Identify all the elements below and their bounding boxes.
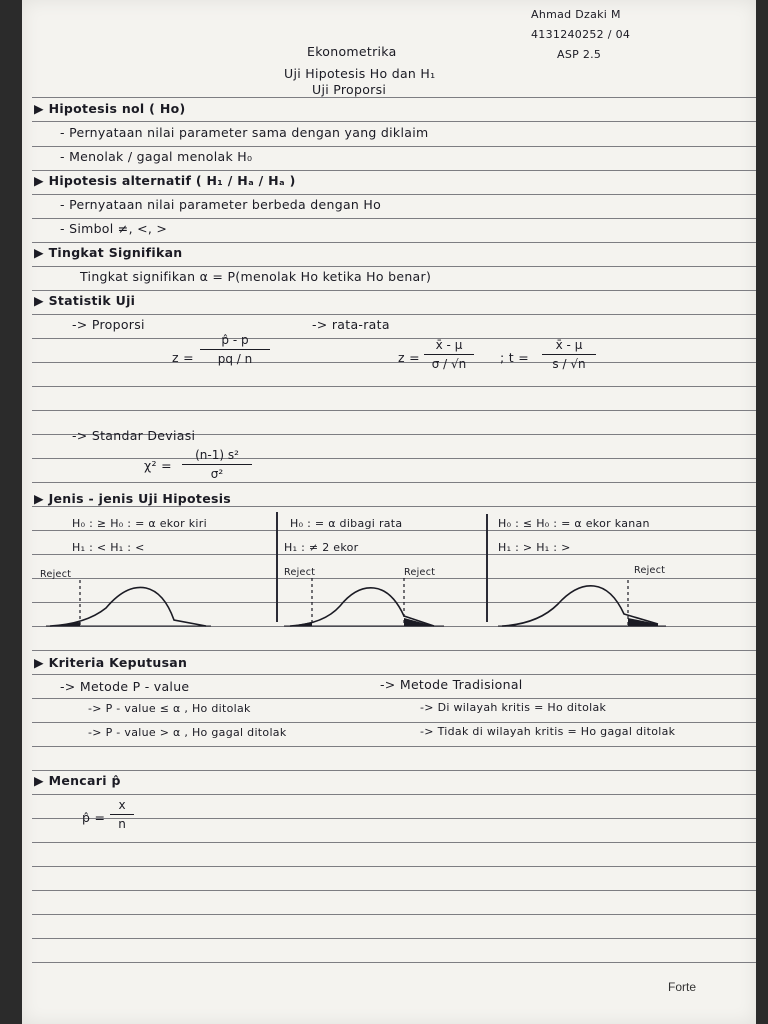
student-id: 4131240252 / 04 [531, 28, 631, 41]
ruled-line [32, 650, 756, 651]
ruled-line [32, 266, 756, 267]
heading-statistik-uji: ▶ Statistik Uji [34, 293, 136, 308]
z-mean-numerator: x̄ - μ [435, 338, 463, 352]
ruled-line [32, 146, 756, 147]
left-tail-h1: H₁ : < H₁ : < [72, 541, 145, 554]
h0-line-1: - Pernyataan nilai parameter sama dengan yang diklaim [60, 125, 429, 140]
ruled-line [32, 194, 756, 195]
h0-line-2: - Menolak / gagal menolak H₀ [60, 149, 253, 164]
p-hat-lhs: p̂ = [82, 810, 106, 825]
heading-jenis-uji: ▶ Jenis - jenis Uji Hipotesis [34, 491, 232, 506]
heading-hipotesis-nol: ▶ Hipotesis nol ( Ho) [34, 101, 186, 116]
z-mean-lhs: z = [398, 350, 420, 365]
t-numerator: x̄ - μ [555, 338, 583, 352]
p-hat-denominator: n [118, 817, 126, 831]
right-tail-curve [498, 578, 678, 630]
ruled-line [32, 794, 756, 795]
chi-fraction [182, 448, 252, 481]
z-prop-numerator: p̂ - p [221, 333, 249, 347]
two-tail-h1: H₁ : ≠ 2 ekor [284, 541, 359, 554]
p-value-rule-2: -> P - value > α , Ho gagal ditolak [88, 726, 287, 739]
ruled-line [32, 314, 756, 315]
z-mean-fraction [424, 338, 474, 371]
heading-kriteria-keputusan: ▶ Kriteria Keputusan [34, 655, 188, 670]
h1-line-1: - Pernyataan nilai parameter berbeda dengan Ho [60, 197, 382, 212]
bullet-icon: ▶ [34, 293, 44, 308]
t-lhs: ; t = [500, 350, 530, 365]
label-standar-deviasi: -> Standar Deviasi [72, 428, 196, 443]
ruled-line [32, 698, 756, 699]
right-tail-h0: H₀ : ≤ H₀ : = α ekor kanan [498, 517, 650, 530]
metode-p-value: -> Metode P - value [60, 679, 190, 694]
two-tail-curve [284, 578, 464, 630]
t-denominator: s / √n [552, 357, 586, 371]
ruled-line [32, 890, 756, 891]
traditional-rule-2: -> Tidak di wilayah kritis = Ho gagal ditolak [420, 725, 676, 738]
ruled-line [32, 506, 756, 507]
ruled-line [32, 722, 756, 723]
subject-title: Ekonometrika [307, 44, 397, 59]
ruled-line [32, 746, 756, 747]
bullet-icon: ▶ [34, 173, 44, 188]
p-hat-numerator: x [118, 798, 126, 812]
two-tail-h0: H₀ : = α dibagi rata [290, 517, 403, 530]
traditional-rule-1: -> Di wilayah kritis = Ho ditolak [420, 701, 607, 714]
reject-label-left-tail: Reject [40, 569, 72, 580]
ruled-line [32, 554, 756, 555]
ruled-line [32, 290, 756, 291]
ruled-line [32, 386, 756, 387]
ruled-line [32, 530, 756, 531]
ruled-line [32, 218, 756, 219]
heading-hipotesis-alternatif: ▶ Hipotesis alternatif ( H₁ / Hₐ / Hₐ ) [34, 173, 296, 188]
ruled-line [32, 938, 756, 939]
ruled-line [32, 866, 756, 867]
column-divider [486, 514, 488, 622]
class-code: ASP 2.5 [557, 48, 602, 61]
reject-label-two-tail-left: Reject [284, 567, 316, 578]
ruled-line [32, 914, 756, 915]
p-value-rule-1: -> P - value ≤ α , Ho ditolak [88, 702, 251, 715]
metode-tradisional: -> Metode Tradisional [380, 677, 523, 692]
column-divider [276, 512, 278, 622]
ruled-line [32, 482, 756, 483]
p-hat-fraction [110, 798, 134, 831]
z-prop-denominator: pq / n [217, 352, 253, 366]
left-tail-h0: H₀ : ≥ H₀ : = α ekor kiri [72, 517, 207, 530]
heading-tingkat-signifikan: ▶ Tingkat Signifikan [34, 245, 183, 260]
left-tail-curve [46, 578, 226, 630]
alpha-definition: Tingkat signifikan α = P(menolak Ho ketika Ho benar) [80, 269, 432, 284]
z-prop-fraction [200, 333, 270, 366]
ruled-line [32, 338, 756, 339]
ruled-line [32, 170, 756, 171]
ruled-line [32, 362, 756, 363]
z-prop-lhs: z = [172, 350, 194, 365]
notebook-page [22, 0, 756, 1024]
chi-lhs: χ² = [144, 458, 172, 473]
student-name: Ahmad Dzaki M [531, 8, 621, 21]
bullet-icon: ▶ [34, 773, 44, 788]
ruled-line [32, 674, 756, 675]
ruled-line [32, 121, 756, 122]
ruled-line [32, 770, 756, 771]
ruled-line [32, 842, 756, 843]
bullet-icon: ▶ [34, 491, 44, 506]
chi-denominator: σ² [210, 467, 224, 481]
ruled-line [32, 410, 756, 411]
bullet-icon: ▶ [34, 101, 44, 116]
ruled-line [32, 818, 756, 819]
page-subtitle: Uji Proporsi [312, 82, 387, 97]
label-rata-rata: -> rata-rata [312, 317, 390, 332]
ruled-line [32, 97, 756, 98]
chi-numerator: (n-1) s² [195, 448, 239, 462]
ruled-line [32, 458, 756, 459]
page-title: Uji Hipotesis Ho dan H₁ [284, 66, 436, 81]
bullet-icon: ▶ [34, 655, 44, 670]
z-mean-denominator: σ / √n [431, 357, 467, 371]
label-proporsi: -> Proporsi [72, 317, 145, 332]
reject-label-two-tail-right: Reject [404, 567, 436, 578]
ruled-line [32, 962, 756, 963]
bullet-icon: ▶ [34, 245, 44, 260]
brand-logo: Forte [668, 980, 697, 994]
reject-label-right-tail: Reject [634, 565, 666, 576]
ruled-line [32, 242, 756, 243]
t-fraction [542, 338, 596, 371]
heading-mencari-p-hat: ▶ Mencari p̂ [34, 773, 121, 788]
right-tail-h1: H₁ : > H₁ : > [498, 541, 571, 554]
h1-line-2: - Simbol ≠, <, > [60, 221, 168, 236]
